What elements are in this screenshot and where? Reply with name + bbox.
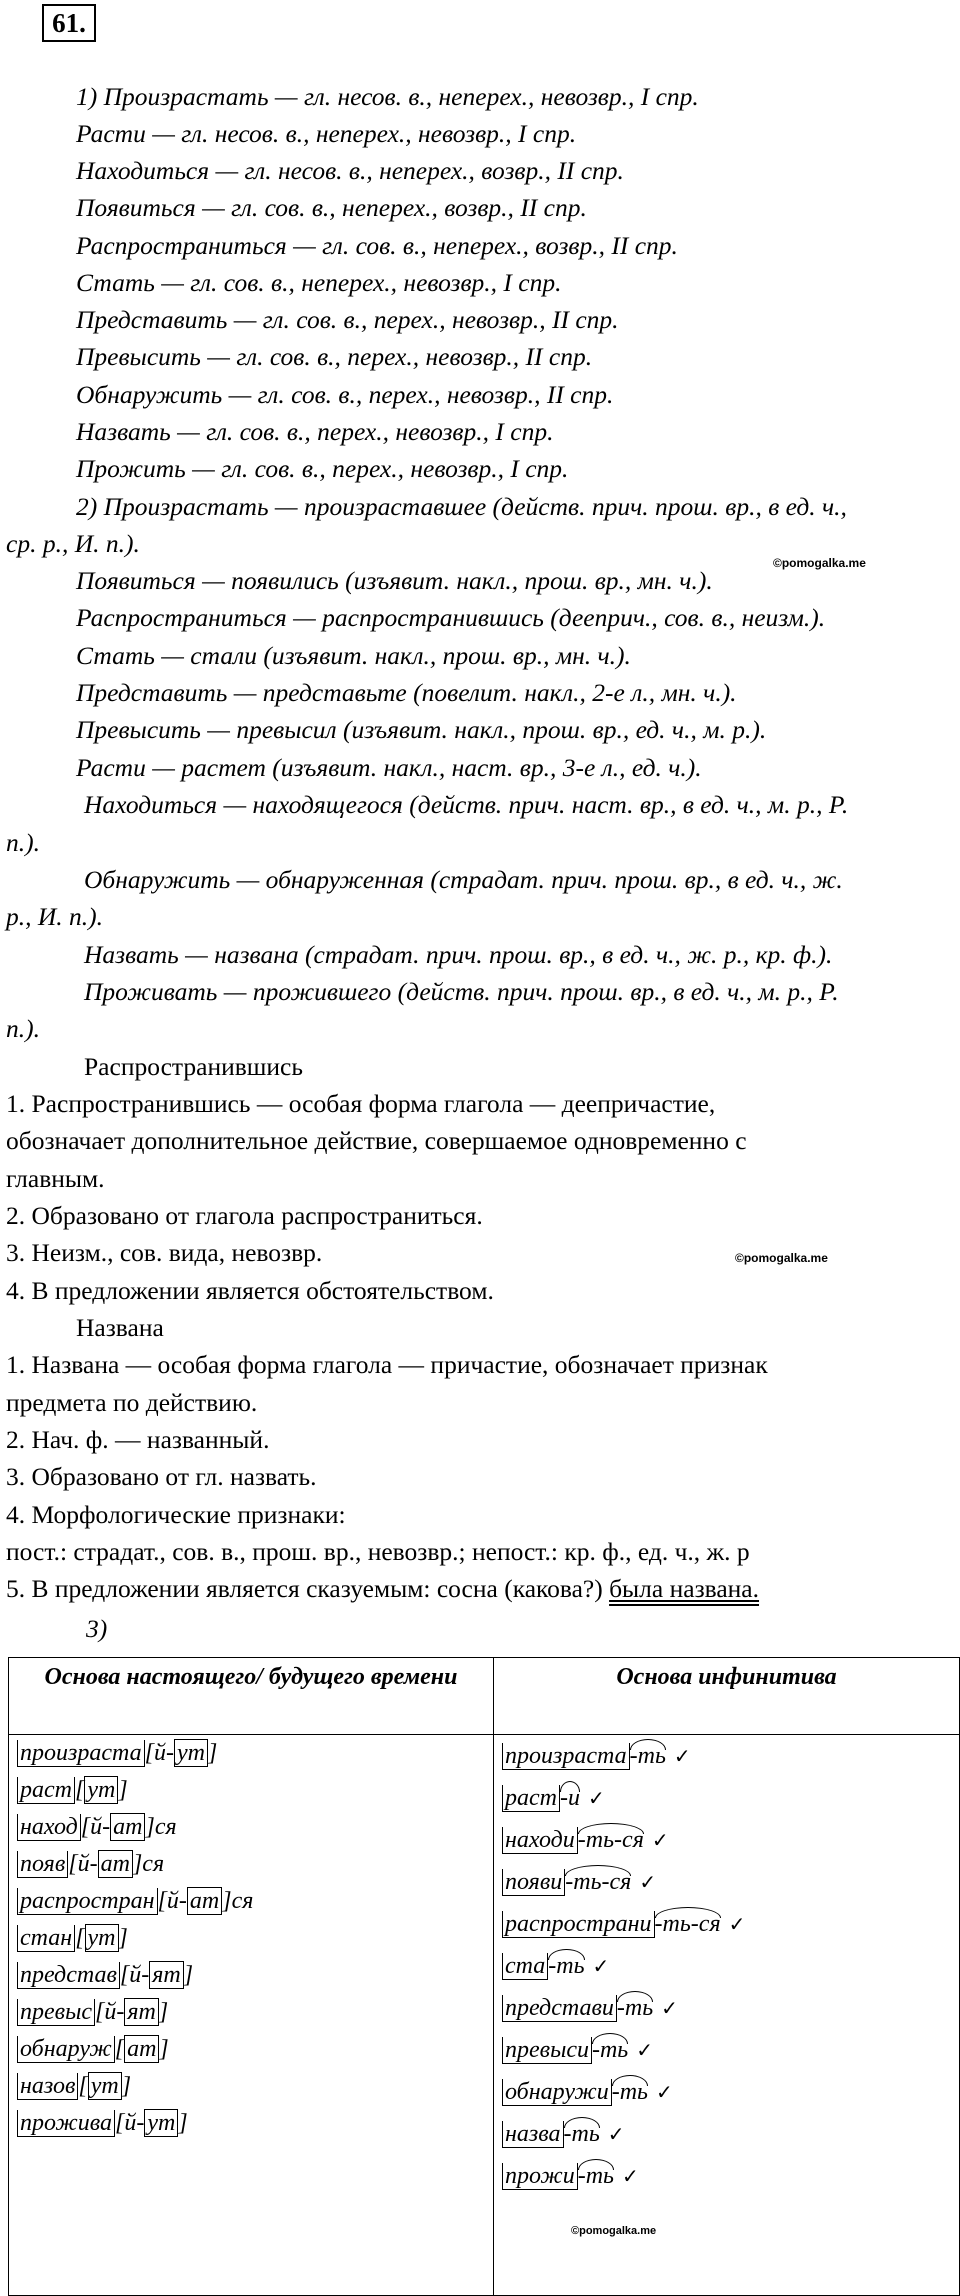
watermark: ©pomogalka.me <box>735 1251 828 1265</box>
stem-middle: [ <box>74 1777 85 1803</box>
stem-middle: [й- <box>94 1999 125 2025</box>
part1-line: Появиться — гл. сов. в., неперех., возвр., II спр. <box>76 193 587 222</box>
analysis-line: 3. Образовано от гл. назвать. <box>6 1462 317 1491</box>
infinitive-stem-row <box>494 1945 959 1987</box>
check-icon: ✓ <box>673 1744 691 1768</box>
part2-line: Обнаружить — обнаруженная (страдат. прич. прош. вр., в ед. ч., ж. <box>84 865 843 894</box>
analysis-line: предмета по действию. <box>6 1388 258 1417</box>
part2-line: Появиться — появились (изъявит. накл., прош. вр., мн. ч.). <box>76 566 713 595</box>
analysis-line: 1. Названа — особая форма глагола — причастие, обозначает признак <box>6 1350 768 1379</box>
infinitive-stem-row <box>494 1987 959 2029</box>
check-icon: ✓ <box>607 2122 625 2146</box>
stem-ending: ат <box>110 1813 145 1841</box>
analysis-heading: Распространившись <box>84 1052 304 1081</box>
inf-stem: прожи <box>502 2163 578 2190</box>
present-stem-row <box>9 2031 493 2068</box>
inf-suffix: -ть-ся <box>565 1861 631 1903</box>
stem-root: представ <box>17 1962 120 1989</box>
inf-stem: обнаружи <box>502 2079 612 2106</box>
stem-tail: ] <box>183 1962 194 1988</box>
stem-ending: ут <box>84 1776 118 1804</box>
inf-stem: находи <box>502 1827 578 1854</box>
stem-root: прожива <box>17 2110 115 2137</box>
infinitive-stem-row <box>494 2155 959 2197</box>
stem-middle: [й- <box>80 1814 111 1840</box>
stem-tail: ] <box>178 2110 188 2136</box>
inf-suffix: -ть <box>630 1735 666 1777</box>
stem-root: назов <box>17 2073 78 2100</box>
present-stem-row <box>9 1735 493 1772</box>
part2-line: Превысить — превысил (изъявит. накл., прош. вр., ед. ч., м. р.). <box>76 715 767 744</box>
inf-stem: назва <box>502 2121 564 2148</box>
present-stem-row <box>9 2068 493 2105</box>
stem-ending: ат <box>187 1887 222 1915</box>
stem-tail: ] <box>121 2073 132 2099</box>
stem-middle: [й- <box>68 1851 98 1877</box>
stem-root: наход <box>17 1814 81 1841</box>
infinitive-stem-row <box>494 1903 959 1945</box>
stem-tail: ] <box>118 1925 128 1951</box>
stem-middle: [й- <box>119 1962 150 1988</box>
stem-ending: ат <box>98 1850 133 1878</box>
infinitive-stem-row <box>494 1861 959 1903</box>
present-stem-row <box>9 1957 493 1994</box>
stem-root: распростран <box>17 1888 158 1915</box>
watermark: ©pomogalka.me <box>571 2225 657 2237</box>
inf-stem: раст <box>502 1785 560 1812</box>
stem-middle: [й- <box>114 2110 145 2136</box>
inf-suffix: -ть <box>617 1987 653 2029</box>
present-stem-row <box>9 1994 493 2031</box>
part2-line: Проживать — прожившего (действ. прич. прош. вр., в ед. ч., м. р., Р. <box>84 977 839 1006</box>
stem-tail: ]ся <box>132 1851 165 1877</box>
part3-label: 3) <box>86 1614 108 1643</box>
analysis-line: обозначает дополнительное действие, совершаемое одновременно с <box>6 1126 747 1155</box>
check-icon: ✓ <box>587 1786 605 1810</box>
inf-suffix: -ть-ся <box>655 1903 721 1945</box>
inf-suffix: -ть <box>612 2071 648 2113</box>
part2-line: Стать — стали (изъявит. накл., прош. вр., мн. ч.). <box>76 641 631 670</box>
present-stem-row <box>9 1772 493 1809</box>
analysis-line: 2. Нач. ф. — названный. <box>6 1425 270 1454</box>
analysis-line: 1. Распространившись — особая форма глагола — деепричастие, <box>6 1089 716 1118</box>
watermark: ©pomogalka.me <box>773 556 866 570</box>
analysis-line-prefix: 5. В предложении является сказуемым: сосна (какова?) <box>6 1574 603 1603</box>
part2-line: Представить — представьте (повелит. накл., 2-е л., мн. ч.). <box>76 678 737 707</box>
stem-middle: [ <box>75 1925 85 1951</box>
analysis-line: 4. В предложении является обстоятельством. <box>6 1276 494 1305</box>
part2-line: 2) Произрастать — произраставшее (действ. прич. прош. вр., в ед. ч., <box>76 492 847 521</box>
analysis-line: 4. Морфологические признаки: <box>6 1500 346 1529</box>
inf-stem: ста <box>502 1953 548 1980</box>
stem-root: стан <box>17 1925 75 1952</box>
analysis-line: пост.: страдат., сов. в., прош. вр., невозвр.; непост.: кр. ф., ед. ч., ж. р <box>6 1537 750 1566</box>
stem-ending: ут <box>85 1924 119 1952</box>
present-stem-row <box>9 1883 493 1920</box>
infinitive-stem-row <box>494 1819 959 1861</box>
part1-line: Расти — гл. несов. в., неперех., невозвр., I спр. <box>76 119 577 148</box>
check-icon: ✓ <box>636 2038 653 2062</box>
part2-line: Назвать — названа (страдат. прич. прош. вр., в ед. ч., ж. р., кр. ф.). <box>84 940 833 969</box>
present-stem-row <box>9 1846 493 1883</box>
stem-ending: ят <box>149 1961 184 1989</box>
check-icon: ✓ <box>639 1870 657 1894</box>
predicate-underlined: была названа. <box>609 1574 760 1603</box>
present-stems-list <box>9 1735 493 2142</box>
check-icon: ✓ <box>592 1954 610 1978</box>
present-stem-row <box>9 2105 493 2142</box>
infinitive-stem-row <box>494 2029 959 2071</box>
infinitive-stems-list <box>494 1735 959 2197</box>
stem-root: раст <box>17 1777 75 1804</box>
stem-root: обнаруж <box>17 2036 115 2063</box>
part2-line: ср. р., И. п.). <box>6 529 140 558</box>
part2-line: Распространиться — распространившись (дееприч., сов. в., неизм.). <box>76 603 826 632</box>
inf-suffix: -ть <box>578 2155 614 2197</box>
part2-line: п.). <box>6 1014 40 1043</box>
analysis-line: главным. <box>6 1164 105 1193</box>
infinitive-stem-row <box>494 1735 959 1777</box>
inf-suffix: -и <box>560 1777 580 1819</box>
check-icon: ✓ <box>621 2164 639 2188</box>
part1-line: Стать — гл. сов. в., неперех., невозвр., I спр. <box>76 268 562 297</box>
present-stem-row <box>9 1809 493 1846</box>
stem-middle: [ <box>114 2036 125 2062</box>
part1-line: Находиться — гл. несов. в., неперех., возвр., II спр. <box>76 156 624 185</box>
part1-line: Назвать — гл. сов. в., перех., невозвр., I спр. <box>76 417 554 446</box>
check-icon: ✓ <box>728 1912 746 1936</box>
infinitive-stem-row <box>494 2071 959 2113</box>
part1-line: Прожить — гл. сов. в., перех., невозвр., I спр. <box>76 454 569 483</box>
inf-suffix: -ть-ся <box>578 1819 644 1861</box>
analysis-line: 2. Образовано от глагола распространиться. <box>6 1201 483 1230</box>
part1-line: Представить — гл. сов. в., перех., невозвр., II спр. <box>76 305 619 334</box>
inf-suffix: -ть <box>592 2029 628 2071</box>
header-infinitive-stem: Основа инфинитива <box>494 1658 960 1735</box>
part2-line: п.). <box>6 828 40 857</box>
analysis-line: 3. Неизм., сов. вида, невозвр. <box>6 1238 323 1267</box>
stem-tail: ] <box>158 1999 169 2025</box>
analysis-line-predicate <box>6 1574 759 1604</box>
analysis-heading: Названа <box>76 1313 164 1342</box>
part1-line: Распространиться — гл. сов. в., неперех., возвр., II спр. <box>76 231 678 260</box>
stem-root: произраста <box>17 1740 145 1767</box>
stem-tail: ] <box>207 1740 218 1766</box>
inf-suffix: -ть <box>564 2113 600 2155</box>
part1-line: Обнаружить — гл. сов. в., перех., невозвр., II спр. <box>76 380 614 409</box>
stem-tail: ]ся <box>145 1814 177 1840</box>
stem-root: появ <box>17 1851 68 1878</box>
stem-ending: ут <box>174 1739 208 1767</box>
stem-tail: ] <box>159 2036 169 2062</box>
stem-middle: [й- <box>144 1740 174 1766</box>
stem-middle: [ <box>78 2073 88 2099</box>
part1-line: Превысить — гл. сов. в., перех., невозвр., II спр. <box>76 342 593 371</box>
stems-table <box>8 1657 960 2296</box>
part2-line: Расти — растет (изъявит. накл., наст. вр., 3-е л., ед. ч.). <box>76 753 702 782</box>
part2-line: р., И. п.). <box>6 902 104 931</box>
stem-tail: ]ся <box>222 1888 254 1914</box>
infinitive-stem-row <box>494 1777 959 1819</box>
stem-middle: [й- <box>157 1888 187 1914</box>
inf-stem: представи <box>502 1995 617 2022</box>
infinitive-stems-cell <box>494 1735 960 2296</box>
present-stems-cell <box>9 1735 494 2296</box>
header-present-stem: Основа настоящего/ будущего времени <box>9 1658 494 1735</box>
stem-ending: ут <box>88 2072 122 2100</box>
exercise-number: 61. <box>42 4 96 42</box>
part2-line: Находиться — находящегося (действ. прич. наст. вр., в ед. ч., м. р., Р. <box>84 790 849 819</box>
inf-suffix: -ть <box>548 1945 584 1987</box>
infinitive-stem-row <box>494 2113 959 2155</box>
inf-stem: превыси <box>502 2037 592 2064</box>
stem-ending: ут <box>144 2109 178 2137</box>
check-icon: ✓ <box>651 1828 669 1852</box>
inf-stem: появи <box>502 1869 565 1896</box>
present-stem-row <box>9 1920 493 1957</box>
stem-tail: ] <box>118 1777 128 1803</box>
stem-ending: ат <box>124 2035 159 2063</box>
inf-stem: распространи <box>502 1911 655 1938</box>
stem-ending: ят <box>124 1998 159 2026</box>
inf-stem: произраста <box>502 1743 630 1770</box>
check-icon: ✓ <box>655 2080 673 2104</box>
check-icon: ✓ <box>661 1996 678 2020</box>
stem-root: превыс <box>17 1999 95 2026</box>
part1-line: 1) Произрастать — гл. несов. в., неперех., невозвр., I спр. <box>76 82 699 111</box>
